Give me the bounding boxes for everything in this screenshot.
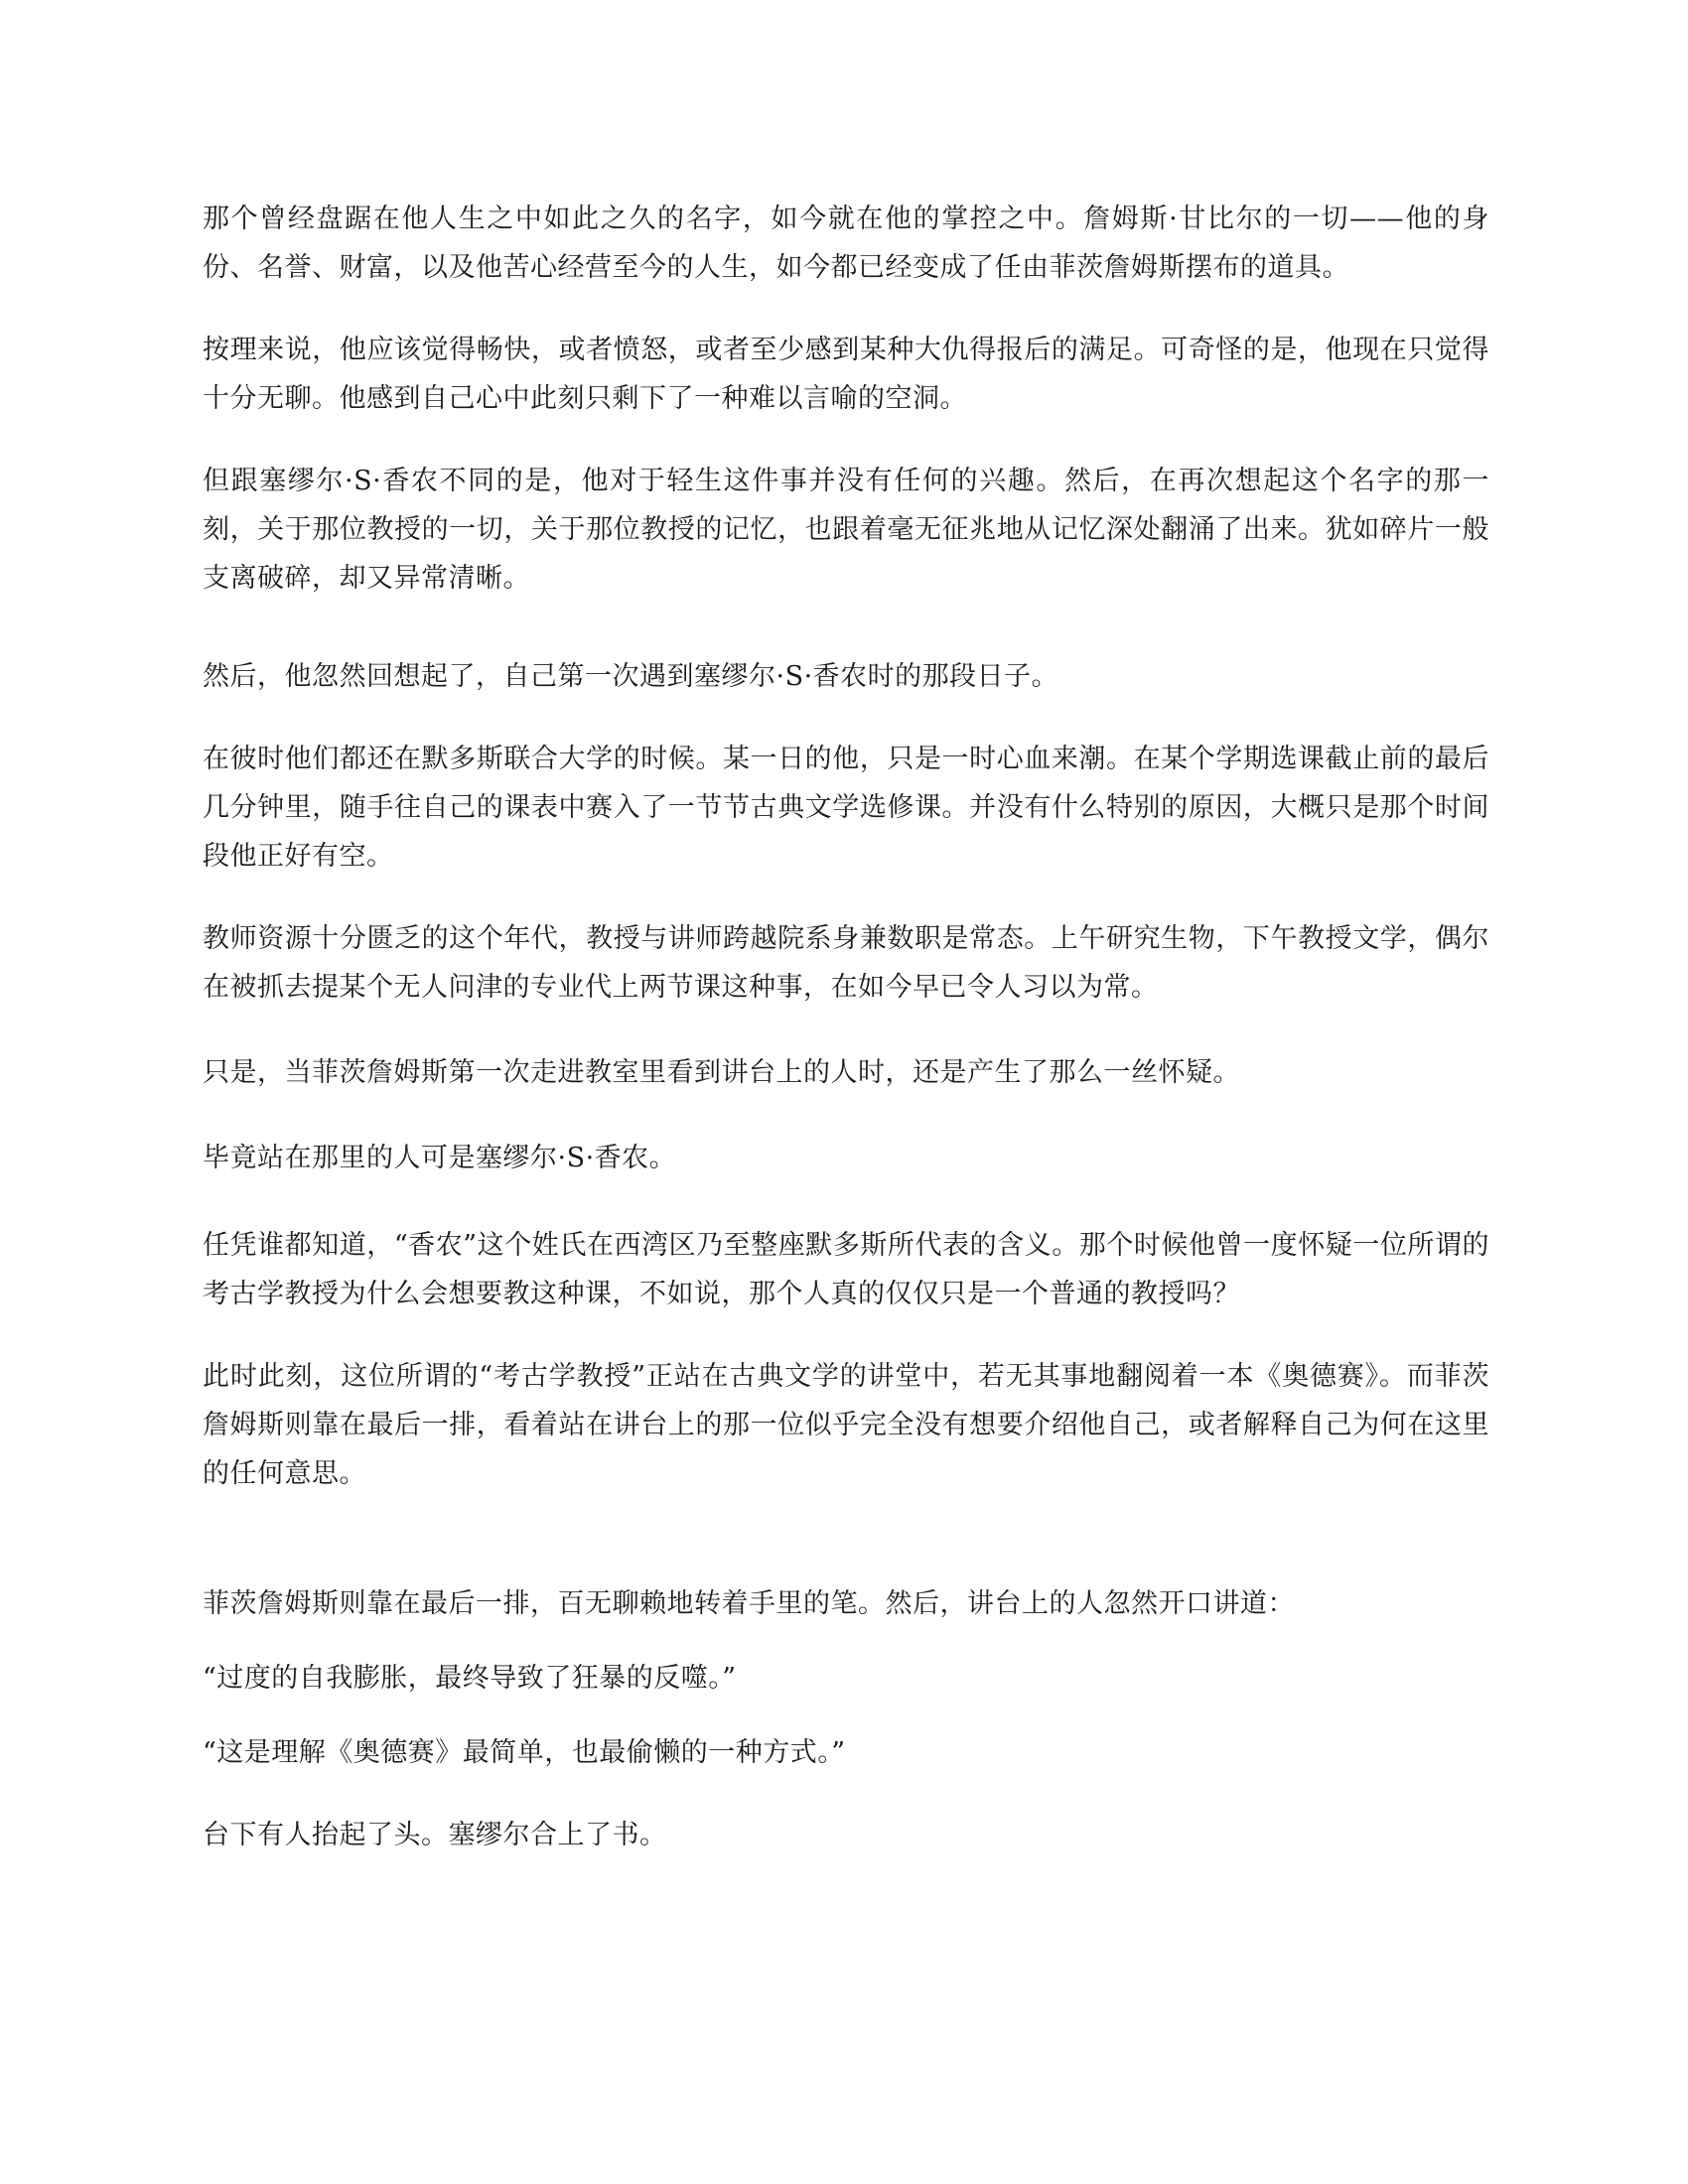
paragraph: 但跟塞缪尔·S·香农不同的是，他对于轻生这件事并没有任何的兴趣。然后，在再次想起这个名字的那一刻，关于那位教授的一切，关于那位教授的记忆，也跟着毫无征兆地从记忆深处翻涌了出来。犹如碎片一般支离破碎，却又异常清晰。 — [203, 466, 1489, 594]
paragraph: 菲茨詹姆斯则靠在最后一排，百无聊赖地转着手里的笔。然后，讲台上的人忽然开口讲道： — [203, 1588, 1295, 1619]
paragraph: 此时此刻，这位所谓的“考古学教授”正站在古典文学的讲堂中，若无其事地翻阅着一本《奥德赛》。而菲茨詹姆斯则靠在最后一排，看着站在讲台上的那一位似乎完全没有想要介绍他自己，或者解释自己为何在这里的任何意思。 — [203, 1361, 1489, 1489]
quote-paragraph: “过度的自我膨胀，最终导致了狂暴的反噬。” — [203, 1663, 737, 1694]
paragraph: 按理来说，他应该觉得畅快，或者愤怒，或者至少感到某种大仇得报后的满足。可奇怪的是，他现在只觉得十分无聊。他感到自己心中此刻只剩下了一种难以言喻的空洞。 — [203, 335, 1489, 414]
paragraph: 然后，他忽然回想起了，自己第一次遇到塞缪尔·S·香农时的那段日子。 — [203, 661, 1059, 692]
paragraph: 任凭谁都知道，“香农”这个姓氏在西湾区乃至整座默多斯所代表的含义。那个时候他曾一度怀疑一位所谓的考古学教授为什么会想要教这种课，不如说，那个人真的仅仅只是一个普通的教授吗？ — [203, 1230, 1489, 1309]
paragraph: 台下有人抬起了头。塞缪尔合上了书。 — [203, 1820, 667, 1850]
document-page — [203, 195, 1489, 1859]
quote-paragraph: “这是理解《奥德赛》最简单，也最偷懒的一种方式。” — [203, 1737, 846, 1768]
paragraph: 那个曾经盘踞在他人生之中如此之久的名字，如今就在他的掌控之中。詹姆斯·甘比尔的一切——他的身份、名誉、财富，以及他苦心经营至今的人生，如今都已经变成了任由菲茨詹姆斯摆布的道具。 — [203, 204, 1489, 283]
paragraph: 教师资源十分匮乏的这个年代，教授与讲师跨越院系身兼数职是常态。上午研究生物，下午教授文学，偶尔在被抓去提某个无人问津的专业代上两节课这种事，在如今早已令人习以为常。 — [203, 923, 1489, 1003]
paragraph: 只是，当菲茨詹姆斯第一次走进教室里看到讲台上的人时，还是产生了那么一丝怀疑。 — [203, 1057, 1240, 1088]
paragraph: 在彼时他们都还在默多斯联合大学的时候。某一日的他，只是一时心血来潮。在某个学期选课截止前的最后几分钟里，随手往自己的课表中赛入了一节节古典文学选修课。并没有什么特别的原因，大概只是那个时间段他正好有空。 — [203, 744, 1489, 872]
paragraph: 毕竟站在那里的人可是塞缪尔·S·香农。 — [203, 1143, 677, 1173]
